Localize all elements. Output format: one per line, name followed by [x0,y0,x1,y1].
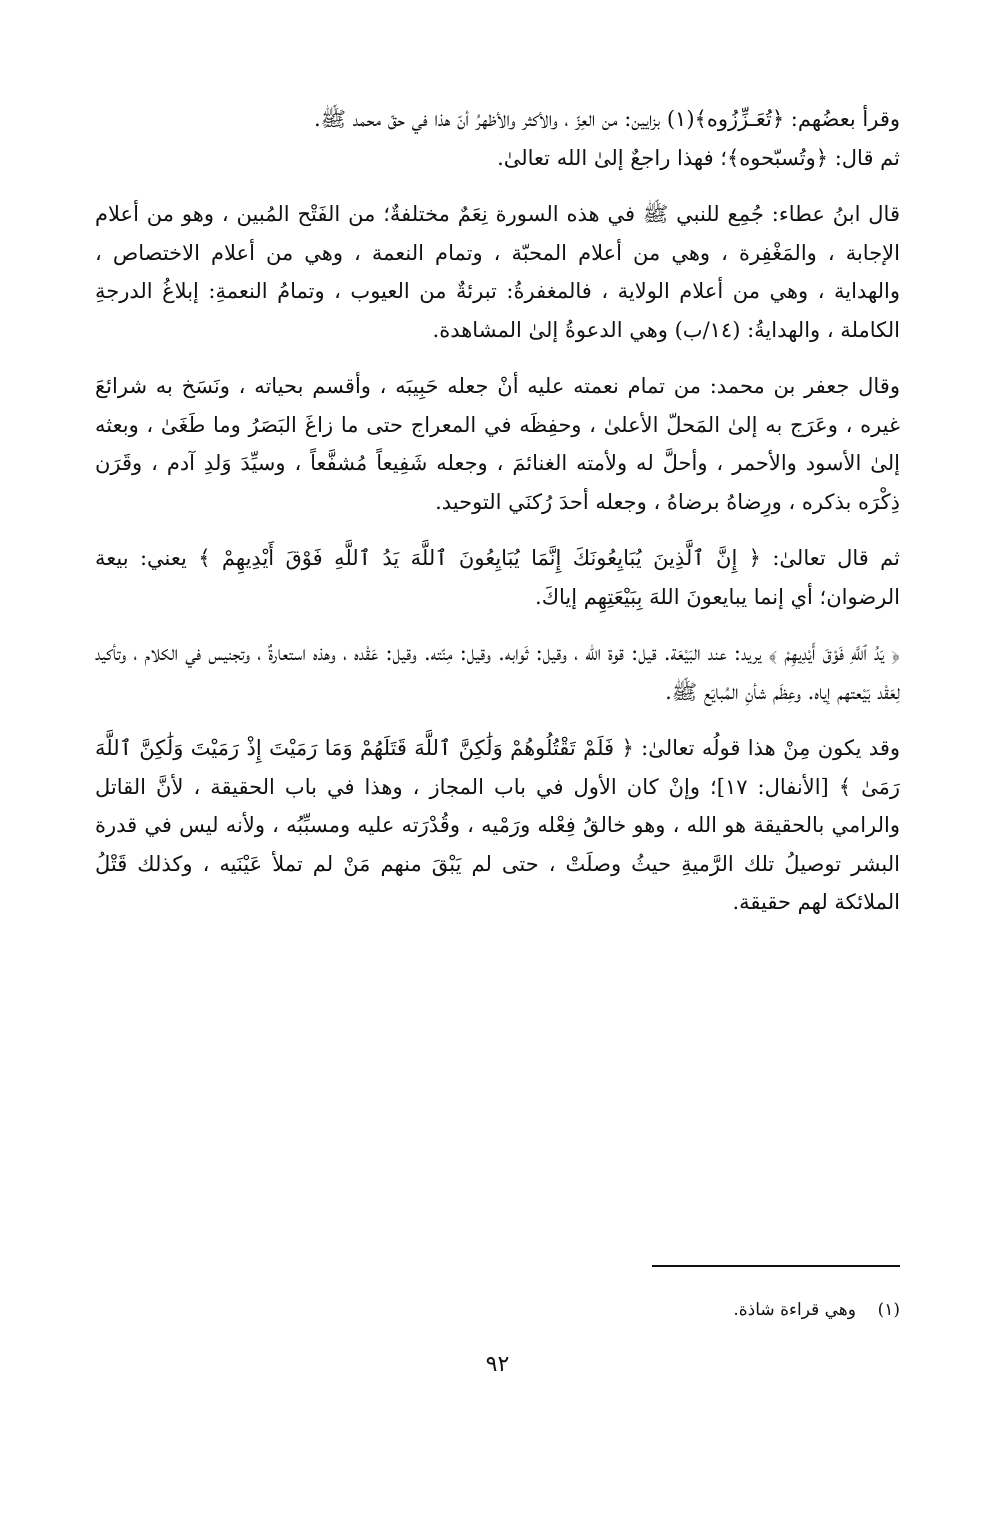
paragraph-2: ثم قال: ﴿وتُسبّحوه﴾؛ فهذا راجعٌ إلىٰ الله تعالىٰ. [497,145,900,170]
paragraph-1: وقرأ بعضُهم: ﴿تُعَـزِّزُوه﴾(١) بزايين: من العِزّ ، والأكثر والأظهرُ أنّ هذا في حقّ محمد ﷺ. [313,107,900,131]
page-body [95,100,900,922]
page-number: ٩٢ [485,1352,510,1377]
footnote-divider [652,1265,900,1267]
paragraph-4: وقال جعفر بن محمد: من تمام نعمته عليه أنْ جعله حَبِيبَه ، وأقسم بحياته ، ونَسَخ به شرائعَ غيره ، وعَرَج به إلىٰ المَحلّ الأعلىٰ ، وحفِظَه في المعراج حتى ما زاغَ البَصَرُ وما طَغَىٰ ، وبعثه إلىٰ الأسود والأحمر ، وأحلَّ له ولأمته الغنائمَ ، وجعله شَفِيعاً مُشفَّعاً ، وسيِّدَ وَلدِ آدم ، وقَرَن ذِكْرَه بذكره ، ورِضاهُ برضاهُ ، وجعله أحدَ رُكنَي التوحيد. [95,374,900,514]
paragraph-6: ﴿ يَدُ ٱللَّهِ فَوْقَ أَيْدِيهِمْ ﴾ يريد: عند البَيْعَة. قيل: قوة الله ، وقيل: ثَوابه. وقيل: مِنّته. وقيل: عَقْده ، وهذه استعارةٌ ، وتجنيس في الكلام ، وتأكيد لِعَقْد بَيْعتهم إياه. وعِظَم شأنِ المُبايَع ﷺ. [95,641,901,704]
paragraph-5: ثم قال تعالىٰ: ﴿ إِنَّ ٱلَّذِينَ يُبَايِعُونَكَ إِنَّمَا يُبَايِعُونَ ٱللَّهَ يَدُ ٱللَّهِ فَوْقَ أَيْدِيهِمْ ﴾ يعني: بيعة الرضوان؛ أي إنما يبايعونَ اللهَ بِبَيْعَتِهِم إياكَ. [95,546,900,609]
paragraph-3: قال ابنُ عطاء: جُمِع للنبي ﷺ في هذه السورة نِعَمٌ مختلفةٌ؛ من الفَتْح المُبين ، وهو من أعلام الإجابة ، والمَغْفِرة ، وهي من أعلام المحبّة ، وتمام النعمة ، وهي من أعلام الاختصاص ، والهداية ، وهي من أعلام الولاية ، فالمغفرةُ: تبرئةٌ من العيوب ، وتمامُ النعمةِ: إبلاغُ الدرجةِ الكاملة ، والهدايةُ: (١٤/ب) وهي الدعوةُ إلىٰ المشاهدة. [95,202,900,342]
paragraph-7: وقد يكون مِنْ هذا قولُه تعالىٰ: ﴿ فَلَمْ تَقْتُلُوهُمْ وَلَٰكِنَّ ٱللَّهَ قَتَلَهُمْ وَمَا رَمَيْتَ إِذْ رَمَيْتَ وَلَٰكِنَّ ٱللَّهَ رَمَىٰ ﴾ [الأنفال: ١٧]؛ وإنْ كان الأول في باب المجاز ، وهذا في باب الحقيقة ، لأنَّ القاتل والرامي بالحقيقة هو الله ، وهو خالقُ فِعْله ورَمْيه ، وقُدْرَته عليه ومسبِّبُه ، ولأنه ليس في قدرة البشر توصيلُ تلك الرَّميةِ حيثُ وصلَتْ ، حتى لم يَبْقَ منهم مَنْ لم تملأ عَيْنَيه ، وكذلك قَتْلُ الملائكة لهم حقيقة. [95,736,900,914]
footnote [733,1300,900,1320]
footnote-number: (١) [877,1300,900,1320]
footnote-text: وهي قراءة شاذة. [733,1300,856,1320]
